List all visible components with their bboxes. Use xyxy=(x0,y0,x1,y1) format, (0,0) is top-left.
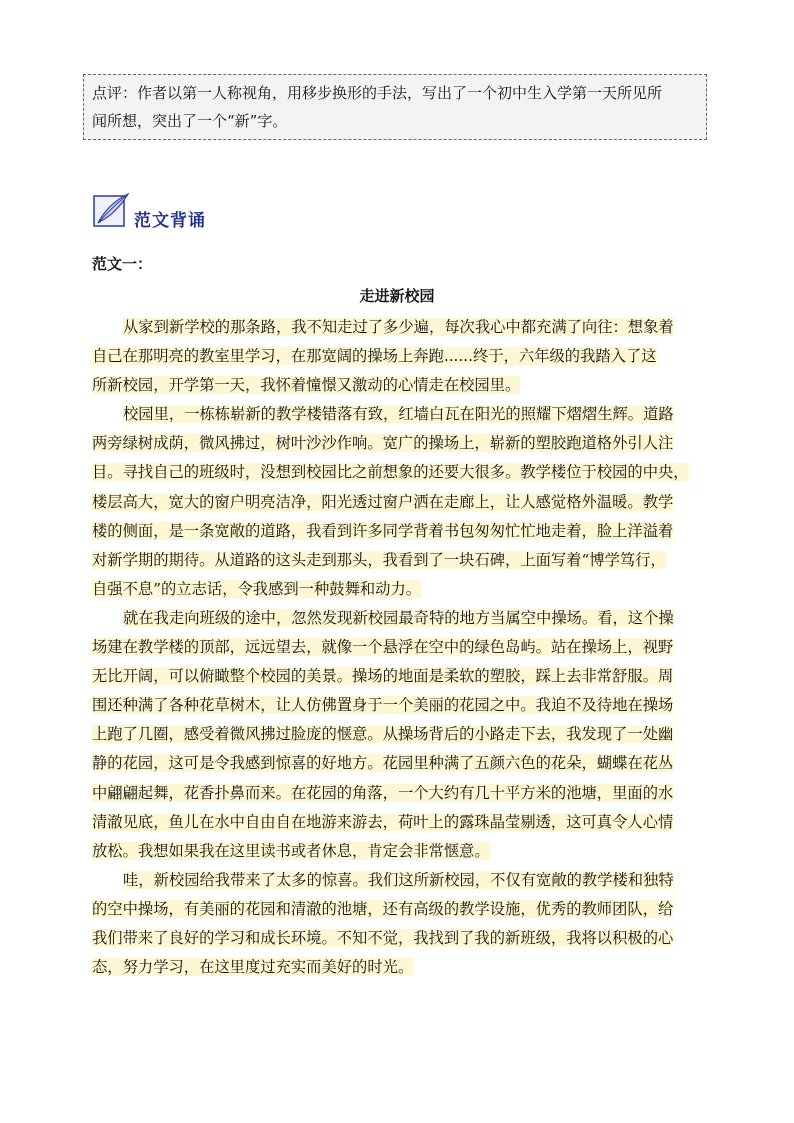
essay-title: 走进新校园 xyxy=(359,287,435,305)
essay-line: 中翩翩起舞，花香扑鼻而来。在花园的角落，一个大约有几十平方米的池塘，里面的水 xyxy=(92,783,674,802)
comment-line: 点评：作者以第一人称视角，用移步换形的手法，写出了一个初中生入学第一天所见所 xyxy=(92,84,663,102)
essay-line: 楼的侧面，是一条宽敞的道路，我看到许多同学背着书包匆匆忙忙地走着，脸上洋溢着 xyxy=(92,521,674,540)
essay-line: 自己在那明亮的教室里学习，在那宽阔的操场上奔跑......终于，六年级的我踏入了这 xyxy=(92,347,657,366)
essay-line: 清澈见底，鱼儿在水中自由自在地游来游去，荷叶上的露珠晶莹剔透，这可真令人心情 xyxy=(92,812,674,831)
section-header xyxy=(92,190,392,240)
essay-line: 对新学期的期待。从道路的这头走到那头，我看到了一块石碑，上面写着“博学笃行， xyxy=(92,550,666,569)
feather-quill-icon xyxy=(92,190,132,230)
essay-line: 从家到新学校的那条路，我不知走过了多少遍，每次我心中都充满了向往：想象着 xyxy=(123,318,674,336)
essay-line: 围还种满了各种花草树木，让人仿佛置身于一个美丽的花园之中。我迫不及待地在操场 xyxy=(92,696,674,715)
comment-line: 闻所想，突出了一个“新”字。 xyxy=(92,112,288,130)
essay-line: 上跑了几圈，感受着微风拂过脸庞的惬意。从操场背后的小路走下去，我发现了一处幽 xyxy=(92,725,674,744)
essay-line: 我们带来了良好的学习和成长环境。不知不觉，我找到了我的新班级，我将以积极的心 xyxy=(92,928,674,947)
essay-line: 就在我走向班级的途中，忽然发现新校园最奇特的地方当属空中操场。看，这个操 xyxy=(123,608,674,627)
comment-box xyxy=(83,74,707,140)
essay-line: 两旁绿树成荫，微风拂过，树叶沙沙作响。宽广的操场上，崭新的塑胶跑道格外引人注 xyxy=(92,434,674,453)
essay-line: 目。寻找自己的班级时，没想到校园比之前想象的还要大很多。教学楼位于校园的中央， xyxy=(92,463,689,482)
essay-label: 范文一： xyxy=(92,255,153,273)
essay-line: 的空中操场，有美丽的花园和清澈的池塘，还有高级的教学设施，优秀的教师团队，给 xyxy=(92,899,674,918)
essay-line: 放松。我想如果我在这里读书或者休息，肯定会非常惬意。 xyxy=(92,841,490,860)
essay-line: 静的花园，这可是令我感到惊喜的好地方。花园里种满了五颜六色的花朵，蝴蝶在花丛 xyxy=(92,754,674,773)
essay-line: 所新校园，开学第一天，我怀着憧憬又激动的心情走在校园里。 xyxy=(92,376,521,395)
essay-line: 自强不息”的立志话，令我感到一种鼓舞和动力。 xyxy=(92,579,422,598)
essay-line: 哇，新校园给我带来了太多的惊喜。我们这所新校园，不仅有宽敞的教学楼和独特 xyxy=(123,870,674,889)
essay-body xyxy=(92,313,732,982)
essay-line: 场建在教学楼的顶部，远远望去，就像一个悬浮在空中的绿色岛屿。站在操场上，视野 xyxy=(92,638,674,657)
essay-line: 楼层高大，宽大的窗户明亮洁净，阳光透过窗户洒在走廊上，让人感觉格外温暖。教学 xyxy=(92,492,674,511)
section-title: 范文背诵 xyxy=(134,211,206,231)
essay-line: 无比开阔，可以俯瞰整个校园的美景。操场的地面是柔软的塑胶，踩上去非常舒服。周 xyxy=(92,667,674,686)
essay-line: 校园里，一栋栋崭新的教学楼错落有致，红墙白瓦在阳光的照耀下熠熠生辉。道路 xyxy=(123,405,674,424)
essay-line: 态，努力学习，在这里度过充实而美好的时光。 xyxy=(92,958,414,977)
